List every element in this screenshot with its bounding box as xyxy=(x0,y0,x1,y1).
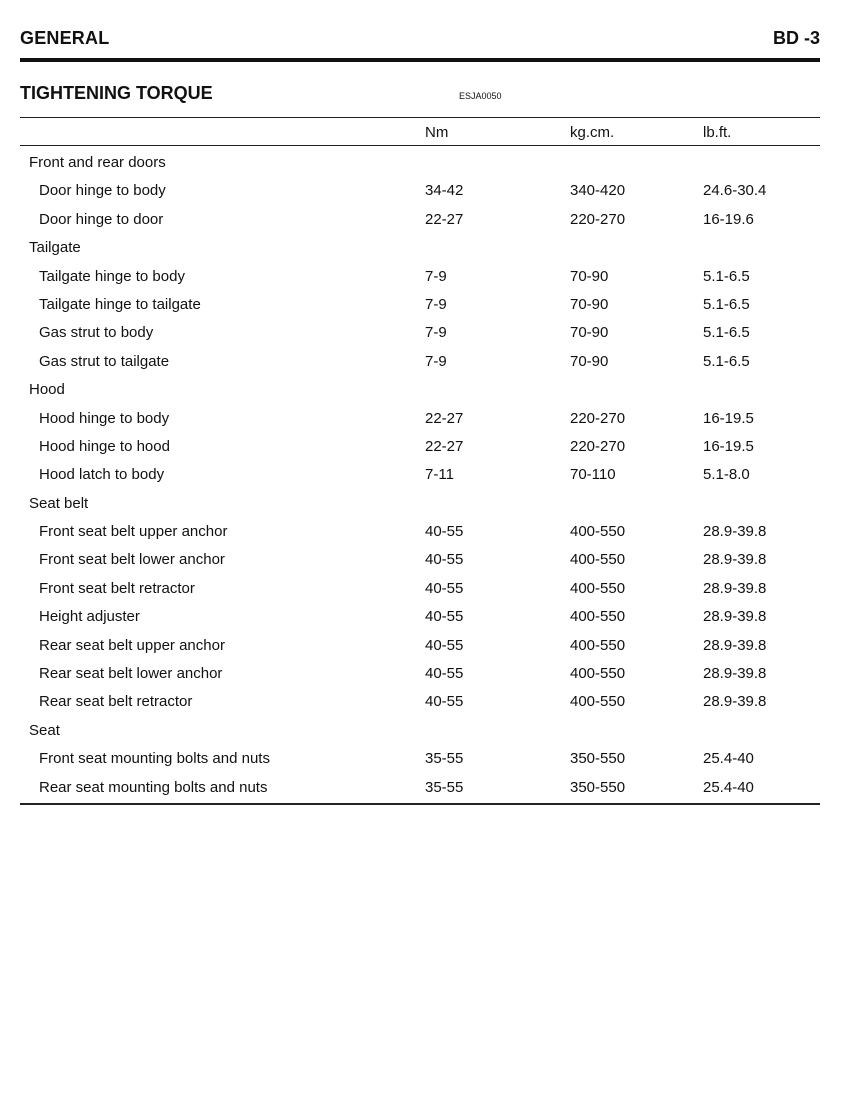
lbft-value: 16-19.5 xyxy=(703,437,754,455)
table-row xyxy=(20,631,820,659)
kgcm-value: 220-270 xyxy=(570,409,626,427)
item-label: Hood hinge to body xyxy=(39,409,170,427)
lbft-value: 25.4-40 xyxy=(703,750,754,768)
lbft-value: 28.9-39.8 xyxy=(703,608,767,626)
table-row xyxy=(20,517,820,545)
lbft-value: 28.9-39.8 xyxy=(703,665,767,683)
page-number: BD -3 xyxy=(772,28,820,48)
kgcm-value: 400-550 xyxy=(570,579,626,597)
table-body xyxy=(20,148,820,801)
item-label: Hood hinge to hood xyxy=(39,437,170,455)
table-row xyxy=(20,744,820,772)
nm-value: 35-55 xyxy=(425,750,464,768)
table-row xyxy=(20,687,820,715)
item-label: Tailgate hinge to tailgate xyxy=(39,295,201,313)
column-header-kgcm: kg.cm. xyxy=(570,124,615,141)
group-label: Seat belt xyxy=(29,494,89,512)
nm-value: 40-55 xyxy=(425,608,464,626)
item-label: Door hinge to door xyxy=(39,210,164,228)
lbft-value: 16-19.6 xyxy=(703,210,754,228)
nm-value: 7-9 xyxy=(425,295,447,313)
table-row xyxy=(20,318,820,346)
group-label: Front and rear doors xyxy=(29,154,166,171)
nm-value: 40-55 xyxy=(425,636,464,654)
kgcm-value: 350-550 xyxy=(570,750,626,768)
header-rule xyxy=(20,58,820,62)
table-row xyxy=(20,773,820,801)
table-row xyxy=(20,602,820,630)
nm-value: 40-55 xyxy=(425,579,464,597)
kgcm-value: 340-420 xyxy=(570,182,626,200)
table-row xyxy=(20,404,820,432)
item-label: Rear seat belt lower anchor xyxy=(39,665,223,683)
item-label: Front seat belt retractor xyxy=(39,579,195,597)
lbft-value: 28.9-39.8 xyxy=(703,693,767,711)
kgcm-value: 400-550 xyxy=(570,608,626,626)
item-label: Rear seat mounting bolts and nuts xyxy=(39,778,268,796)
item-label: Rear seat belt upper anchor xyxy=(39,636,225,654)
item-label: Hood latch to body xyxy=(39,466,165,484)
item-label: Rear seat belt retractor xyxy=(39,693,193,711)
item-label: Door hinge to body xyxy=(39,182,166,200)
lbft-value: 5.1-6.5 xyxy=(703,352,750,370)
lbft-value: 28.9-39.8 xyxy=(703,579,767,597)
table-row xyxy=(20,290,820,318)
lbft-value: 16-19.5 xyxy=(703,409,754,427)
table-header-rule xyxy=(20,145,820,146)
kgcm-value: 70-90 xyxy=(570,324,609,342)
nm-value: 35-55 xyxy=(425,778,464,796)
kgcm-value: 400-550 xyxy=(570,636,626,654)
section-title: GENERAL xyxy=(20,28,110,48)
kgcm-value: 400-550 xyxy=(570,693,626,711)
kgcm-value: 350-550 xyxy=(570,778,626,796)
table-row xyxy=(20,545,820,573)
table-group-row xyxy=(20,233,820,261)
lbft-value: 28.9-39.8 xyxy=(703,636,767,654)
column-header-lbft: lb.ft. xyxy=(703,124,732,141)
lbft-value: 5.1-6.5 xyxy=(703,295,750,313)
nm-value: 40-55 xyxy=(425,523,464,541)
kgcm-value: 70-90 xyxy=(570,295,609,313)
nm-value: 7-9 xyxy=(425,324,447,342)
group-label: Tailgate xyxy=(29,239,81,257)
table-group-row xyxy=(20,148,820,176)
item-label: Tailgate hinge to body xyxy=(39,267,185,285)
item-label: Front seat belt lower anchor xyxy=(39,551,225,569)
nm-value: 7-9 xyxy=(425,352,447,370)
nm-value: 22-27 xyxy=(425,437,464,455)
table-row xyxy=(20,205,820,233)
item-label: Front seat belt upper anchor xyxy=(39,523,228,541)
nm-value: 40-55 xyxy=(425,665,464,683)
kgcm-value: 220-270 xyxy=(570,437,626,455)
nm-value: 22-27 xyxy=(425,210,464,228)
table-row xyxy=(20,347,820,375)
nm-value: 22-27 xyxy=(425,409,464,427)
group-label: Seat xyxy=(29,721,60,739)
item-label: Front seat mounting bolts and nuts xyxy=(39,750,270,768)
table-group-row xyxy=(20,716,820,744)
table-row xyxy=(20,432,820,460)
kgcm-value: 70-110 xyxy=(570,466,616,484)
lbft-value: 5.1-6.5 xyxy=(703,267,750,285)
table-row xyxy=(20,176,820,204)
kgcm-value: 400-550 xyxy=(570,551,626,569)
nm-value: 7-9 xyxy=(425,267,447,285)
group-label: Hood xyxy=(29,381,65,399)
kgcm-value: 400-550 xyxy=(570,665,626,683)
lbft-value: 28.9-39.8 xyxy=(703,551,767,569)
nm-value: 40-55 xyxy=(425,551,464,569)
nm-value: 7-11 xyxy=(425,466,454,484)
page-header xyxy=(20,28,820,54)
table-group-row xyxy=(20,375,820,403)
page-title: TIGHTENING TORQUE xyxy=(20,83,213,103)
kgcm-value: 400-550 xyxy=(570,523,626,541)
table-row xyxy=(20,574,820,602)
table-row xyxy=(20,460,820,488)
kgcm-value: 70-90 xyxy=(570,267,609,285)
table-group-row xyxy=(20,489,820,517)
nm-value: 40-55 xyxy=(425,693,464,711)
item-label: Height adjuster xyxy=(39,608,140,626)
nm-value: 34-42 xyxy=(425,182,464,200)
lbft-value: 5.1-8.0 xyxy=(703,466,750,484)
kgcm-value: 220-270 xyxy=(570,210,626,228)
lbft-value: 24.6-30.4 xyxy=(703,182,767,200)
column-header-nm: Nm xyxy=(425,124,449,141)
table-row xyxy=(20,659,820,687)
lbft-value: 25.4-40 xyxy=(703,778,754,796)
kgcm-value: 70-90 xyxy=(570,352,609,370)
lbft-value: 28.9-39.8 xyxy=(703,523,767,541)
lbft-value: 5.1-6.5 xyxy=(703,324,750,342)
item-label: Gas strut to body xyxy=(39,324,154,342)
table-bottom-rule xyxy=(20,803,820,805)
item-label: Gas strut to tailgate xyxy=(39,352,170,370)
document-code: ESJA0050 xyxy=(459,91,502,101)
table-header xyxy=(20,117,820,145)
table-row xyxy=(20,262,820,290)
